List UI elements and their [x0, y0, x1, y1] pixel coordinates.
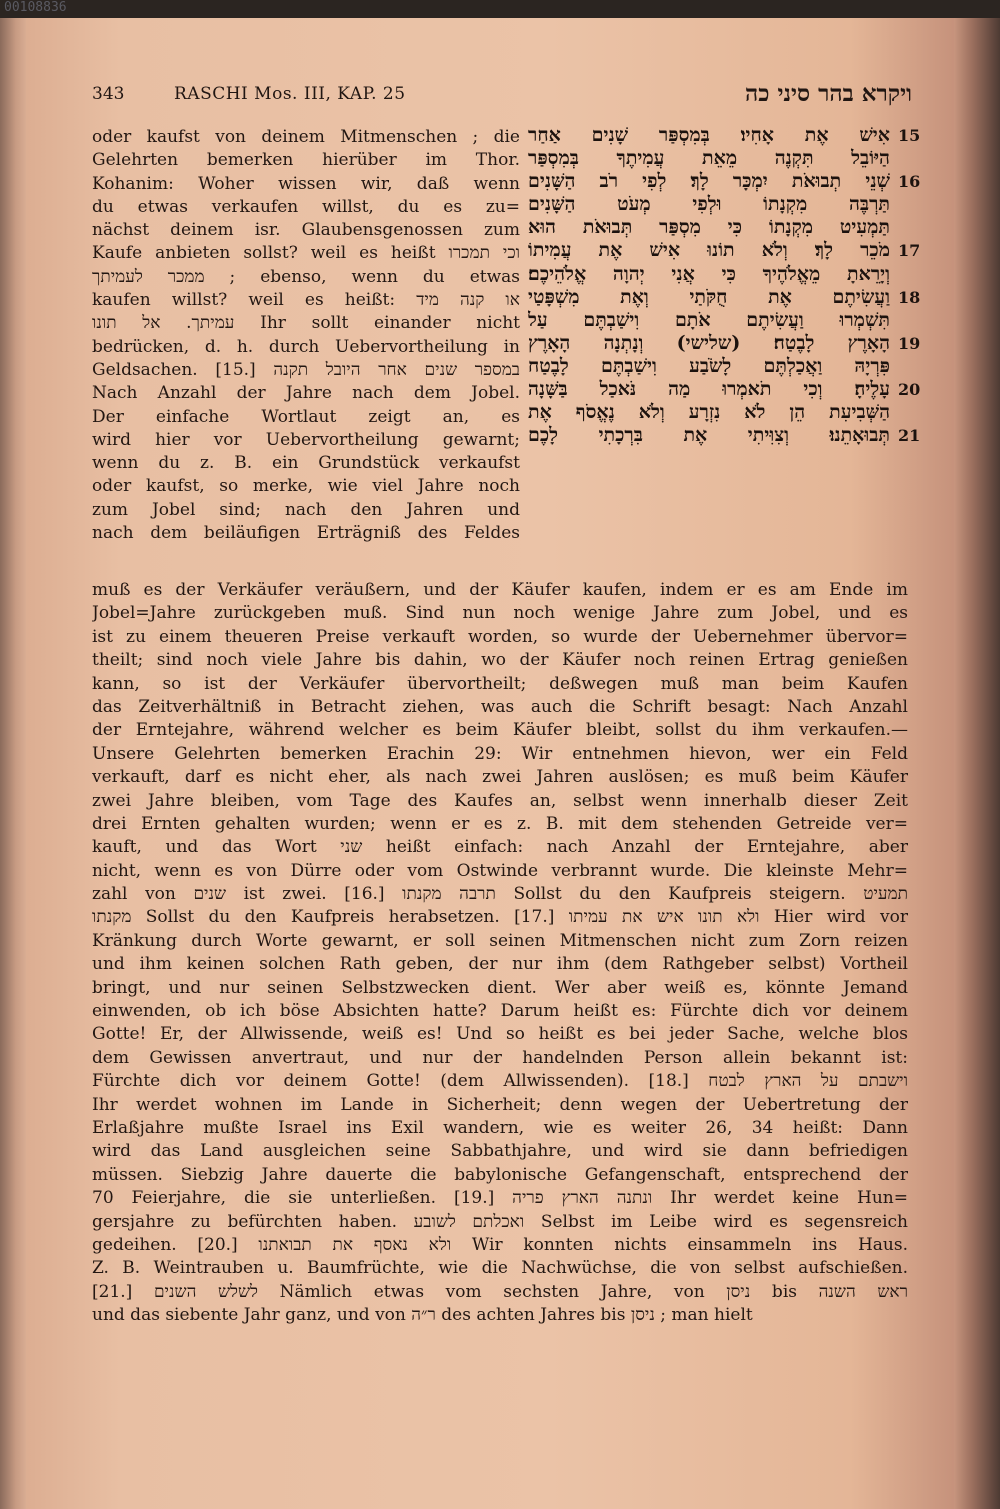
commentary-line: wenn du z. B. ein Grundstück verkaufst [92, 453, 520, 474]
hebrew-verse-text: הַשְּׁבִיעִת הֵן לֹא נִזְרָע וְלֹא נֶאֱסֹף אֶת [528, 401, 890, 424]
commentary-line: verkauft, darf es nicht eher, als nach zwei Jahren auslösen; es muß beim Käufer [92, 767, 908, 788]
commentary-column [92, 126, 520, 545]
verse-line [528, 239, 928, 262]
commentary-line: das Zeitverhältniß in Betracht ziehen, was auch die Schrift besagt: Nach Anzahl [92, 696, 908, 717]
commentary-line: gersjahre zu befürchten haben. ואכלתם לשובע Selbst im Leibe wird es segensreich [92, 1211, 908, 1232]
verse-number: 18 [898, 287, 921, 307]
hebrew-verse-text: תַּמְעִיט מִקְנָתוֹ כִּי מִסְפַּר תְּבוּאֹת הוּא [528, 216, 890, 239]
hebrew-verse-text: תְּבוּאָתֵנוּ׃ וְצִוִּיתִי אֶת בִּרְכָתִי לָכֶם [528, 424, 890, 447]
commentary-line: dem Gewissen anvertraut, und nur der handelnden Person allein bekannt ist: [92, 1047, 908, 1068]
hebrew-verse-text: וַעֲשִׂיתֶם אֶת חֻקֹּתַי וְאֶת מִשְׁפָּטַי [528, 285, 890, 308]
commentary-line: drei Ernten gehalten wurden; wenn er es z. B. mit dem stehenden Getreide ver= [92, 813, 908, 834]
commentary-line: nach dem beiläufigen Erträgniß des Feldes [92, 523, 520, 544]
hebrew-verse-text: תִּשְׁמְרוּ וַעֲשִׂיתֶם אֹתָם וִישַׁבְתֶּם עַל [528, 308, 890, 331]
commentary-line: עמיתך. אל תונו Ihr sollt einander nicht [92, 313, 520, 334]
running-header [92, 80, 912, 110]
commentary-line: Kaufe anbieten sollst? weil es heißt וכי תמכרו [92, 243, 520, 264]
commentary-line: du etwas verkaufen willst, du es zu= [92, 196, 520, 217]
commentary-line: ממכר לעמיתך ; ebenso, wenn du etwas [92, 266, 520, 287]
verse-line [528, 216, 928, 239]
scan-top-strip [0, 0, 1000, 18]
verse-number: 16 [898, 172, 921, 192]
verse-line [528, 355, 928, 378]
commentary-line: nicht, wenn es von Dürre oder vom Ostwinde verbrannt wurde. Die kleinste Mehr= [92, 860, 908, 881]
verse-line [528, 332, 928, 355]
commentary-line: müssen. Siebzig Jahre dauerte die babylonische Gefangenschaft, entsprechend der [92, 1164, 908, 1185]
commentary-line: Ihr werdet wohnen im Lande in Sicherheit; denn wegen der Uebertretung der [92, 1094, 908, 1115]
verse-number: 20 [898, 380, 921, 400]
commentary-line: ist zu einem theueren Preise verkauft worden, so wurde der Uebernehmer übervor= [92, 626, 908, 647]
commentary-line: Kohanim: Woher wissen wir, daß wenn [92, 173, 520, 194]
commentary-line: Gelehrten bemerken hierüber im Thor. [92, 150, 520, 171]
hebrew-verse-text: הַיּוֹבֵל תִּקְנֶה מֵאֵת עֲמִיתֶךָ בְּמִסְפַּר [528, 147, 890, 170]
verse-line [528, 424, 928, 447]
verse-line [528, 124, 928, 147]
commentary-line: Z. B. Weintrauben u. Baumfrüchte, wie die Nachwüchse, die von selbst aufschießen. [92, 1258, 908, 1279]
verse-line [528, 401, 928, 424]
commentary-line: Fürchte dich vor deinem Gotte! (dem Allwissenden). [18.] וישבתם על הארץ לבטח [92, 1071, 908, 1092]
page-number: 343 [92, 84, 125, 104]
hebrew-verse-text: עָלֶיהָ׃ וְכִי תֹאמְרוּ מַה נֹּאכַל בַּשָּׁנָה [528, 378, 890, 401]
right-page-edge [954, 18, 1000, 1509]
adjacent-page-bleed [964, 18, 998, 1509]
commentary-line: muß es der Verkäufer veräußern, und der Käufer kaufen, indem er es am Ende im [92, 580, 908, 600]
commentary-line: מקנתו Sollst du den Kaufpreis herabsetzen. [17.] ולא תונו איש את עמיתו Hier wird vor [92, 907, 908, 928]
commentary-line: kann, so ist der Verkäufer übervortheilt; deßwegen muß man beim Kaufen [92, 673, 908, 694]
commentary-line: zwei Jahre bleiben, vom Tage des Kaufes an, selbst wenn innerhalb dieser Zeit [92, 790, 908, 811]
commentary-line: bringt, und nur seinen Selbstzwecken dient. Wer aber weiß es, könnte Jemand [92, 977, 908, 998]
commentary-line: oder kaufst, so merke, wie viel Jahre noch [92, 476, 520, 497]
verse-line [528, 378, 928, 401]
left-page-edge [0, 18, 26, 1509]
scan-code: 00108836 [4, 0, 67, 15]
commentary-line: und ihm keinen solchen Rath geben, der nur ihm (dem Rathgeber selbst) Vortheil [92, 954, 908, 975]
commentary-line: Jobel=Jahre zurückgeben muß. Sind nun noch wenige Jahre zum Jobel, und es [92, 603, 908, 624]
commentary-line: Unsere Gelehrten bemerken Erachin 29: Wir entnehmen hievon, wer ein Feld [92, 743, 908, 764]
commentary-line: Geldsachen. [15.] במספר שנים אחר היובל תקנה [92, 359, 520, 380]
commentary-line: wird das Land ausgleichen seine Sabbathjahre, und wird sie dann befriedigen [92, 1141, 908, 1162]
verse-line [528, 193, 928, 216]
verse-line [528, 147, 928, 170]
verse-line [528, 286, 928, 309]
commentary-line: kauft, und das Wort שני heißt einfach: nach Anzahl der Erntejahre, aber [92, 837, 908, 858]
hebrew-verse-text: מֹכֵר לָךְ׃ וְלֹא תוֹנוּ אִישׁ אֶת עֲמִיתוֹ [528, 239, 890, 262]
commentary-line: Gotte! Er, der Allwissende, weiß es! Und so heißt es bei jeder Sache, welche blos [92, 1024, 908, 1045]
hebrew-verse-text: הָאָרֶץ לָבֶטַח׃ (שלישי) וְנָתְנָה הָאָרֶץ [528, 331, 890, 354]
commentary-line: zahl von שנים ist zwei. [16.] תרבה מקנתו Sollst du den Kaufpreis steigern. תמעיט [92, 884, 908, 905]
commentary-line: einwenden, ob ich böse Absichten hatte? Darum heißt es: Fürchte dich vor deinem [92, 1001, 908, 1022]
commentary-line: [21.] לשלש השנים Nämlich etwas vom sechsten Jahre, von ניסן bis ראש השנה [92, 1281, 908, 1302]
hebrew-running-title: ויקרא בהר סיני כה [744, 80, 912, 107]
commentary-line: kaufen willst? weil es heißt: או קנה מיד [92, 290, 520, 311]
verse-number: 19 [898, 333, 921, 353]
verse-line [528, 170, 928, 193]
hebrew-verse-text: תַּרְבֶּה מִקְנָתוֹ וּלְפִי מְעֹט הַשָּׁנִים [528, 193, 890, 216]
verse-line [528, 263, 928, 286]
commentary-line: Kränkung durch Worte gewarnt, er soll seinen Mitmenschen nicht zum Zorn reizen [92, 930, 908, 951]
commentary-line: theilt; sind noch viele Jahre bis dahin, wo der Käufer noch reinen Ertrag genießen [92, 650, 908, 671]
commentary-line: und das siebente Jahr ganz, und von ר״ה des achten Jahres bis ניסן ; man hielt [92, 1305, 753, 1326]
commentary-body [92, 579, 908, 1328]
verse-number: 15 [898, 126, 921, 145]
commentary-line: bedrücken, d. h. durch Uebervortheilung in [92, 336, 520, 357]
running-title: RASCHI Mos. III, KAP. 25 [174, 84, 406, 104]
commentary-line: Erlaßjahre mußte Israel ins Exil wandern, wie es weiter 26, 34 heißt: Dann [92, 1117, 908, 1138]
verse-number: 21 [898, 426, 921, 446]
verse-line [528, 309, 928, 332]
hebrew-verses-column [528, 124, 928, 447]
hebrew-verse-text: אִישׁ אֶת אָחִיו׃ בְּמִסְפַּר שָׁנִים אַחַר [528, 124, 890, 146]
hebrew-verse-text: וְיָרֵאתָ מֵאֱלֹהֶיךָ כִּי אֲנִי יְהוָה אֱלֹהֵיכֶם׃ [528, 262, 890, 285]
hebrew-verse-text: פִּרְיָהּ וַאֲכַלְתֶּם לָשֹׂבַע וִישַׁבְתֶּם לָבֶטַח [528, 354, 890, 377]
commentary-line: der Erntejahre, während welcher es beim Käufer bleibt, sollst du ihm verkaufen.— [92, 720, 908, 741]
verse-number: 17 [898, 241, 921, 261]
commentary-line: oder kaufst von deinem Mitmenschen ; die [92, 127, 520, 147]
commentary-line: Der einfache Wortlaut zeigt an, es [92, 406, 520, 427]
commentary-line: gedeihen. [20.] ולא נאסף את תבואתנו Wir konnten nichts einsammeln ins Haus. [92, 1234, 908, 1255]
commentary-line: zum Jobel sind; nach den Jahren und [92, 499, 520, 520]
commentary-line: Nach Anzahl der Jahre nach dem Jobel. [92, 383, 520, 404]
hebrew-verse-text: שְׁנֵי תְבוּאֹת יִמְכָּר לָךְ׃ לְפִי רֹב הַשָּׁנִים [528, 170, 890, 193]
commentary-line: wird hier vor Uebervortheilung gewarnt; [92, 429, 520, 450]
commentary-line: 70 Feierjahre, die sie unterließen. [19.] ונתנה הארץ פריה Ihr werdet keine Hun= [92, 1188, 908, 1209]
commentary-line: nächst deinem isr. Glaubensgenossen zum [92, 220, 520, 241]
